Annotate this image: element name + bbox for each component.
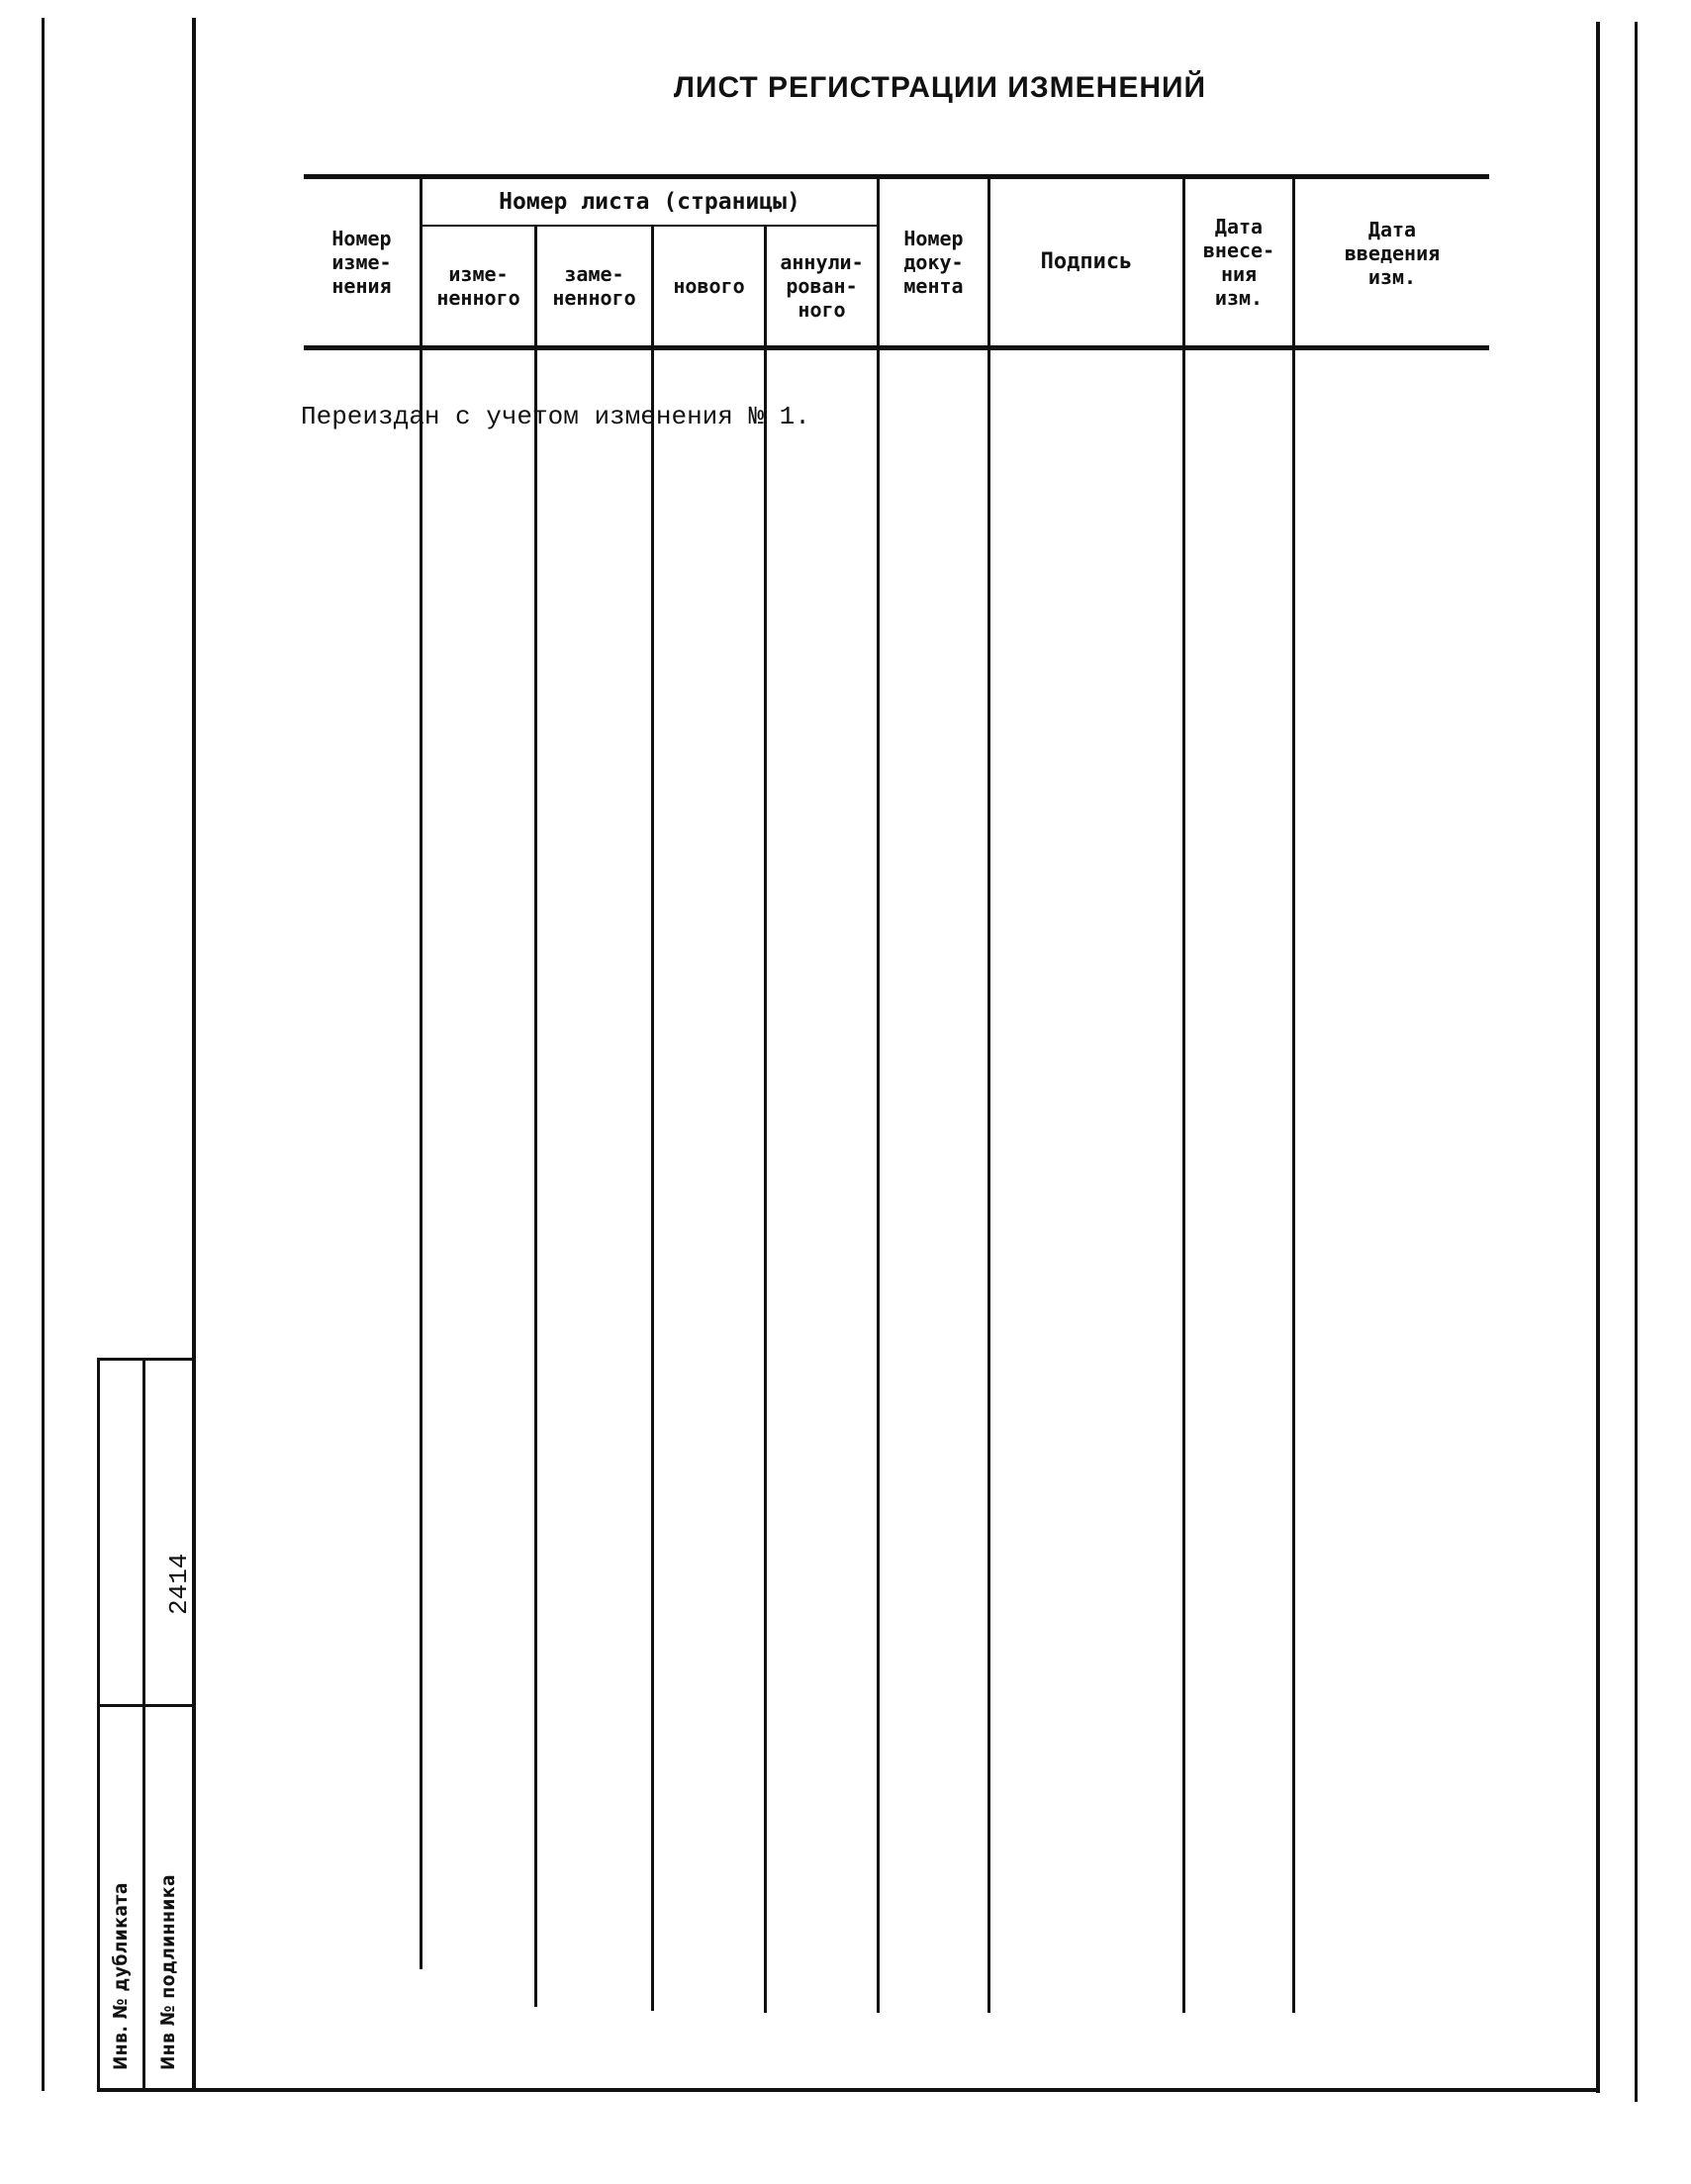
frame-bottom-line [97, 2088, 1600, 2092]
stamp-middle-line [142, 1358, 145, 2090]
frame-right-outer-line [1635, 22, 1638, 2102]
header-document-number: Номер доку- мента [903, 227, 964, 298]
frame-right-inner-line [1596, 22, 1600, 2093]
column-divider-8 [1292, 176, 1295, 2013]
column-divider-6 [987, 176, 990, 2013]
column-divider-1 [420, 176, 423, 1969]
column-divider-2 [534, 226, 537, 2007]
header-replaced: заме- ненного [552, 262, 636, 310]
header-sheet-number-group: Номер листа (страницы) [499, 189, 800, 215]
header-new: нового [673, 274, 745, 298]
frame-left-outer-line [42, 18, 45, 2091]
header-annulled: аннули- рован- ного [780, 250, 864, 322]
duplicate-inventory-label: Инв. № дубликата [110, 1882, 132, 2070]
stamp-top-line [97, 1358, 194, 1361]
original-inventory-label: Инв № подлинника [157, 1874, 179, 2070]
header-effective-date: Дата введения изм. [1344, 218, 1441, 289]
column-divider-3 [651, 226, 654, 2011]
header-change-number: Номер изме- нения [331, 227, 392, 298]
reissue-note: Переиздан с учетом изменения № 1. [301, 402, 810, 431]
stamp-left-line [97, 1358, 100, 2090]
original-inventory-number: 2414 [164, 1553, 194, 1615]
sheet-title: ЛИСТ РЕГИСТРАЦИИ ИЗМЕНЕНИЙ [673, 71, 1207, 104]
column-divider-5 [877, 176, 880, 2013]
header-entry-date: Дата внесе- ния изм. [1202, 215, 1275, 310]
column-divider-7 [1182, 176, 1185, 2013]
header-changed: изме- ненного [436, 262, 520, 310]
stamp-section-divider [97, 1704, 194, 1707]
header-signature: Подпись [1040, 249, 1133, 274]
table-header-bottom-rule [304, 345, 1489, 350]
frame-left-inner-line [192, 18, 196, 2091]
column-divider-4 [764, 226, 767, 2013]
